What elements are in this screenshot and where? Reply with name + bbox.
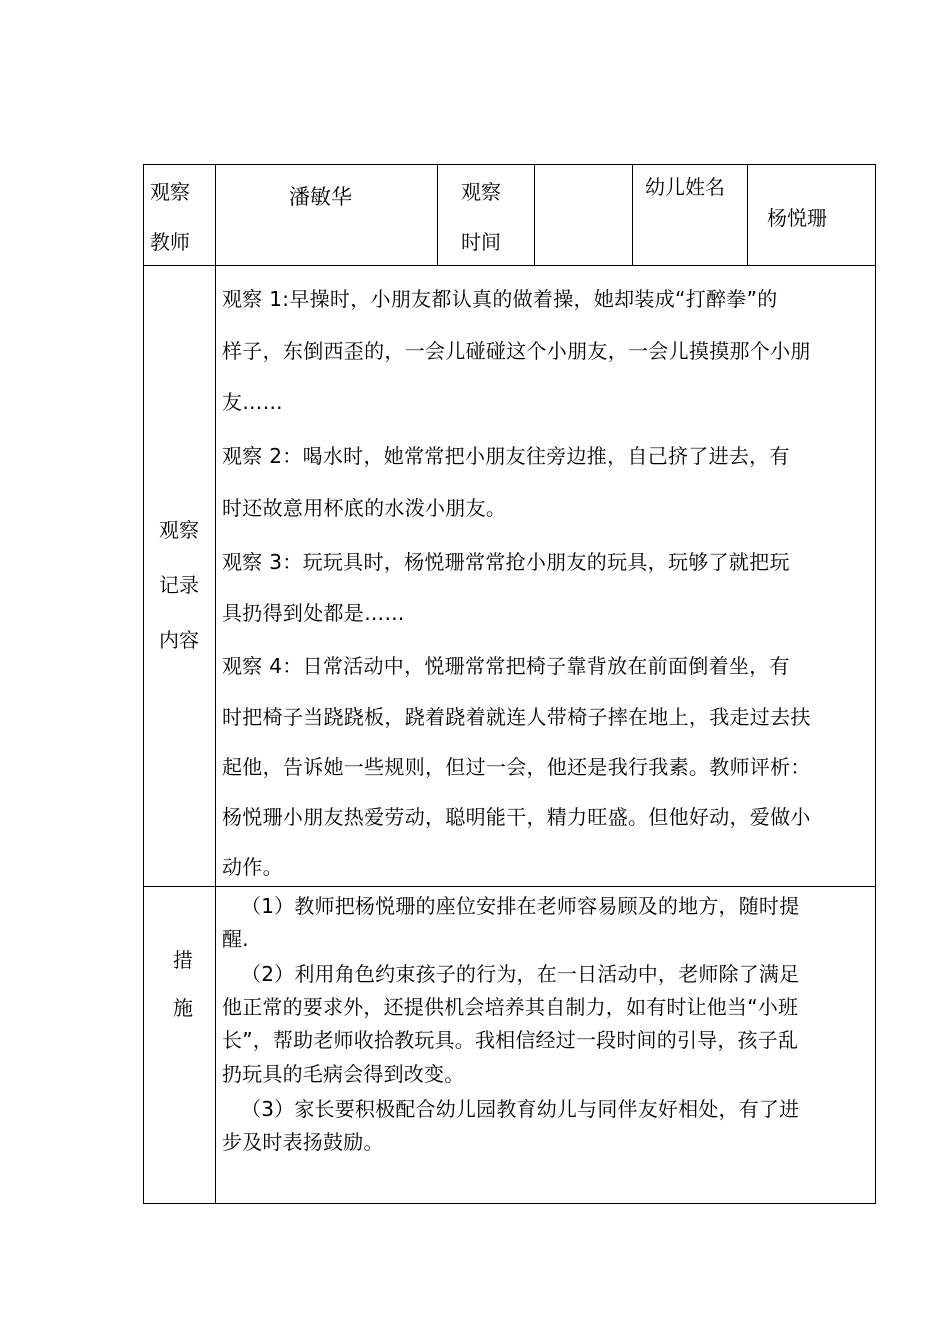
table-border-left — [143, 164, 144, 1204]
record-line: 观察 4：日常活动中，悦珊常常把椅子靠背放在前面倒着坐，有 — [222, 654, 790, 678]
measures-line: 扔玩具的毛病会得到改变。 — [222, 1062, 465, 1086]
observer-name: 潘敏华 — [289, 185, 352, 209]
measures-label-line-1: 措 — [173, 948, 193, 972]
record-label-line-1: 观察 — [159, 518, 199, 542]
measures-line: （3）家长要积极配合幼儿园教育幼儿与同伴友好相处，有了进 — [241, 1097, 800, 1121]
record-line: 起他，告诉她一些规则，但过一会，他还是我行我素。教师评析： — [222, 755, 811, 779]
child-name-label: 幼儿姓名 — [645, 175, 725, 199]
record-line: 具扔得到处都是…… — [222, 601, 405, 625]
record-label-line-2: 记录 — [159, 573, 199, 597]
table-border-label-col — [215, 164, 216, 1204]
child-name: 杨悦珊 — [767, 206, 827, 230]
record-line: 观察 1:早操时，小朋友都认真的做着操，她却装成“打醉拳”的 — [222, 287, 778, 311]
table-border-record-bottom — [143, 886, 876, 887]
observation-table — [143, 164, 876, 1204]
time-label-line-2: 时间 — [461, 230, 501, 254]
record-line: 杨悦珊小朋友热爱劳动，聪明能干，精力旺盛。但他好动，爱做小 — [222, 805, 811, 829]
record-line: 样子，东倒西歪的，一会儿碰碰这个小朋友，一会儿摸摸那个小朋 — [222, 339, 811, 363]
table-border-header-col-3 — [534, 164, 535, 266]
observer-label-line-1: 观察 — [150, 180, 190, 204]
table-border-header-col-5 — [747, 164, 748, 266]
record-line: 友…… — [222, 390, 283, 414]
table-border-header-bottom — [143, 265, 876, 266]
record-label-line-3: 内容 — [159, 628, 199, 652]
table-border-header-col-2 — [437, 164, 438, 266]
measures-line: 他正常的要求外，还提供机会培养其自制力，如有时让他当“小班 — [222, 995, 799, 1019]
table-border-bottom — [143, 1203, 876, 1204]
record-line: 时把椅子当跷跷板，跷着跷着就连人带椅子摔在地上，我走过去扶 — [222, 705, 811, 729]
table-border-top — [143, 164, 876, 165]
record-line: 观察 2：喝水时，她常常把小朋友往旁边推，自己挤了进去，有 — [222, 444, 790, 468]
table-border-right — [875, 164, 876, 1204]
record-line: 动作。 — [222, 855, 283, 879]
measures-line: 步及时表扬鼓励。 — [222, 1130, 384, 1154]
measures-line: （2）利用角色约束孩子的行为，在一日活动中，老师除了满足 — [241, 962, 800, 986]
measures-line: 醒. — [222, 927, 249, 951]
table-border-header-col-4 — [632, 164, 633, 266]
measures-label-line-2: 施 — [173, 996, 193, 1020]
observer-label-line-2: 教师 — [150, 230, 190, 254]
record-line: 观察 3：玩玩具时，杨悦珊常常抢小朋友的玩具，玩够了就把玩 — [222, 550, 790, 574]
record-line: 时还故意用杯底的水泼小朋友。 — [222, 496, 507, 520]
measures-line: （1）教师把杨悦珊的座位安排在老师容易顾及的地方，随时提 — [241, 894, 800, 918]
time-label-line-1: 观察 — [461, 180, 501, 204]
measures-line: 长”，帮助老师收拾教玩具。我相信经过一段时间的引导，孩子乱 — [222, 1028, 799, 1052]
